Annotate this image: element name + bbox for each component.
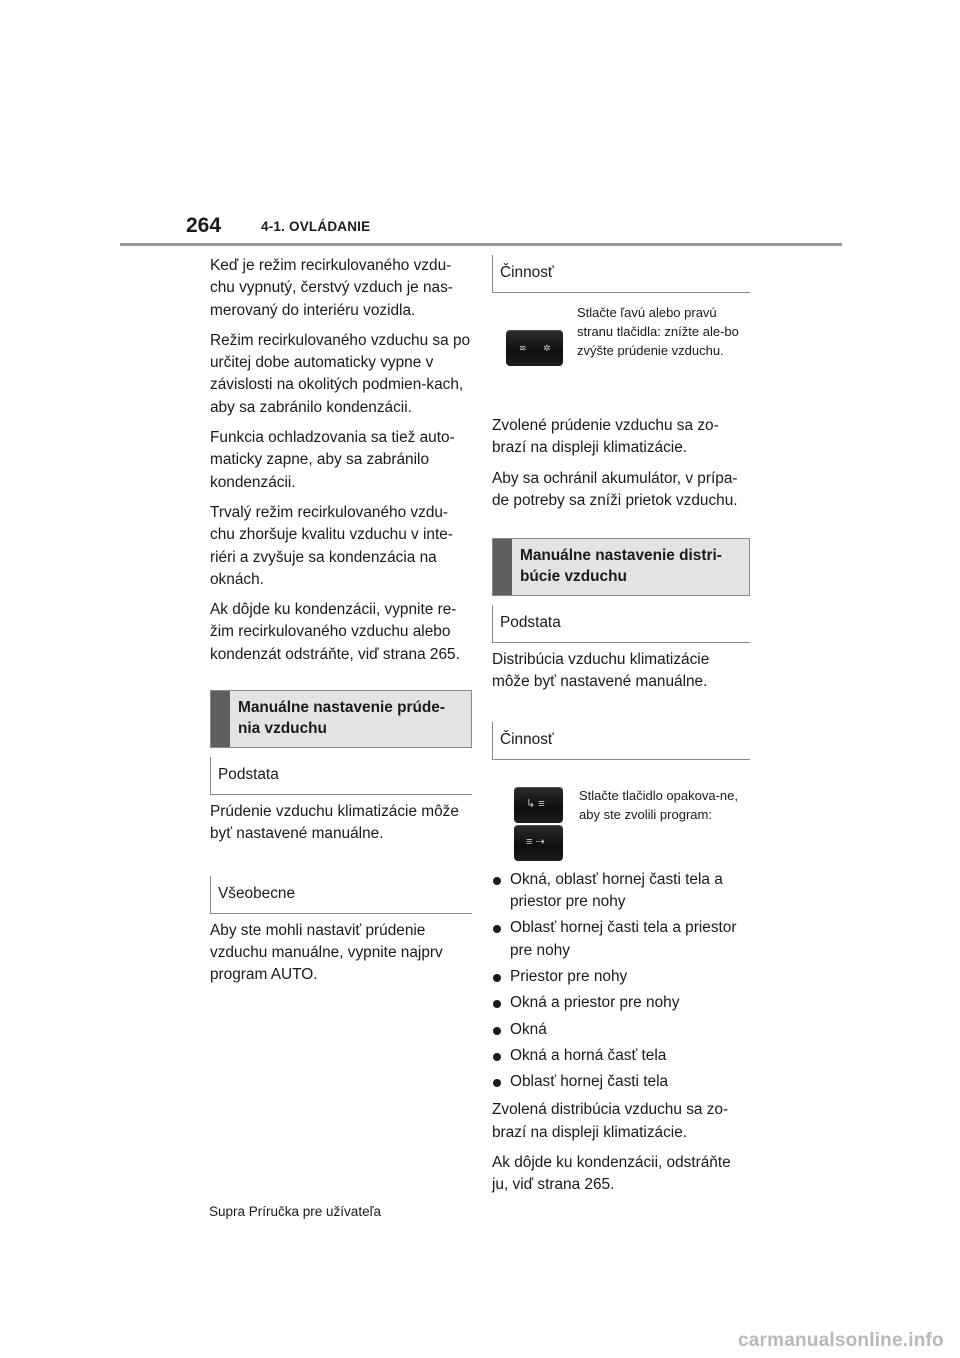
list-item: Oblasť hornej časti tela a priestor pre nohy xyxy=(492,917,750,962)
list-item: Priestor pre nohy xyxy=(492,966,750,988)
fan-high-icon: ✲ xyxy=(543,343,551,353)
section-title-distribution: Manuálne nastavenie distri-búcie vzduchu xyxy=(492,538,750,596)
paragraph: Distribúcia vzduchu klimatizácie môže byť nastavené manuálne. xyxy=(492,651,710,691)
distribution-button-upper-image xyxy=(514,787,563,823)
action-description: Stlačte ľavú alebo pravú stranu tlačidla: znížte ale-bo zvýšte prúdenie vzduchu. xyxy=(577,305,739,358)
action-row-distribution xyxy=(492,760,750,864)
paragraph: Ak dôjde ku kondenzácii, vypnite re-žim recirkulovaného vzduchu alebo kondenzát odstráňte, viď strana 265. xyxy=(210,601,460,663)
paragraph: Režim recirkulovaného vzduchu sa po určitej dobe automaticky vypne v závislosti na okolitých podmien-kach, aby sa zabránilo kondenzácii. xyxy=(210,331,471,416)
footer-manual-title: Supra Príručka pre užívateľa xyxy=(209,1204,382,1219)
list-item: Okná a priestor pre nohy xyxy=(492,992,750,1014)
fan-low-icon: ≋ xyxy=(519,343,527,353)
paragraph: Zvolená distribúcia vzduchu sa zo-brazí na displeji klimatizácie. xyxy=(492,1101,729,1141)
page-number: 264 xyxy=(186,214,222,237)
chapter-title: 4-1. OVLÁDANIE xyxy=(261,219,371,234)
left-column xyxy=(210,255,472,995)
airflow-lower-icon: ≡ ⇢ xyxy=(526,835,545,848)
subheading-basis: Podstata xyxy=(492,605,750,643)
distribution-button-lower-image xyxy=(514,825,563,861)
paragraph: Trvalý režim recirkulovaného vzdu-chu zhoršuje kvalitu vzduchu v inte-riéri a zvyšuje sa kondenzácia na oknách. xyxy=(210,503,453,588)
watermark: carmanualsonline.info xyxy=(738,1330,944,1351)
subheading-general: Všeobecne xyxy=(210,876,472,914)
section-title-airflow: Manuálne nastavenie prúde-nia vzduchu xyxy=(210,690,472,748)
paragraph: Aby ste mohli nastaviť prúdenie vzduchu manuálne, vypnite najprv program AUTO. xyxy=(210,921,443,984)
right-column xyxy=(492,255,750,1205)
list-item: Okná a horná časť tela xyxy=(492,1045,750,1067)
paragraph: Aby sa ochránil akumulátor, v prípa-de potreby sa zníži prietok vzduchu. xyxy=(492,469,738,509)
paragraph: Prúdenie vzduchu klimatizácie môže byť nastavené manuálne. xyxy=(210,803,459,843)
header-rule xyxy=(120,243,842,246)
paragraph: Keď je režim recirkulovaného vzdu-chu vypnutý, čerstvý vzduch je nas-merovaný do interiéru vozidla. xyxy=(210,257,453,319)
airflow-upper-icon: ↳ ≡ xyxy=(526,797,545,810)
list-item: Oblasť hornej časti tela xyxy=(492,1071,750,1093)
list-item: Okná xyxy=(492,1019,750,1041)
paragraph: Zvolené prúdenie vzduchu sa zo-brazí na displeji klimatizácie. xyxy=(492,417,719,457)
fan-speed-button-image xyxy=(506,330,563,366)
subheading-basis: Podstata xyxy=(210,757,472,795)
list-item: Okná, oblasť hornej časti tela a priestor pre nohy xyxy=(492,869,750,914)
subheading-action: Činnosť xyxy=(492,722,750,760)
action-description: Stlačte tlačidlo opakova-ne, aby ste zvolili program: xyxy=(579,787,738,822)
paragraph: Funkcia ochladzovania sa tiež auto-maticky zapne, aby sa zabránilo kondenzácii. xyxy=(210,429,455,491)
distribution-program-list xyxy=(492,869,750,1094)
subheading-action: Činnosť xyxy=(492,255,750,293)
paragraph: Ak dôjde ku kondenzácii, odstráňte ju, viď strana 265. xyxy=(492,1154,731,1194)
action-row-airflow xyxy=(492,293,750,379)
